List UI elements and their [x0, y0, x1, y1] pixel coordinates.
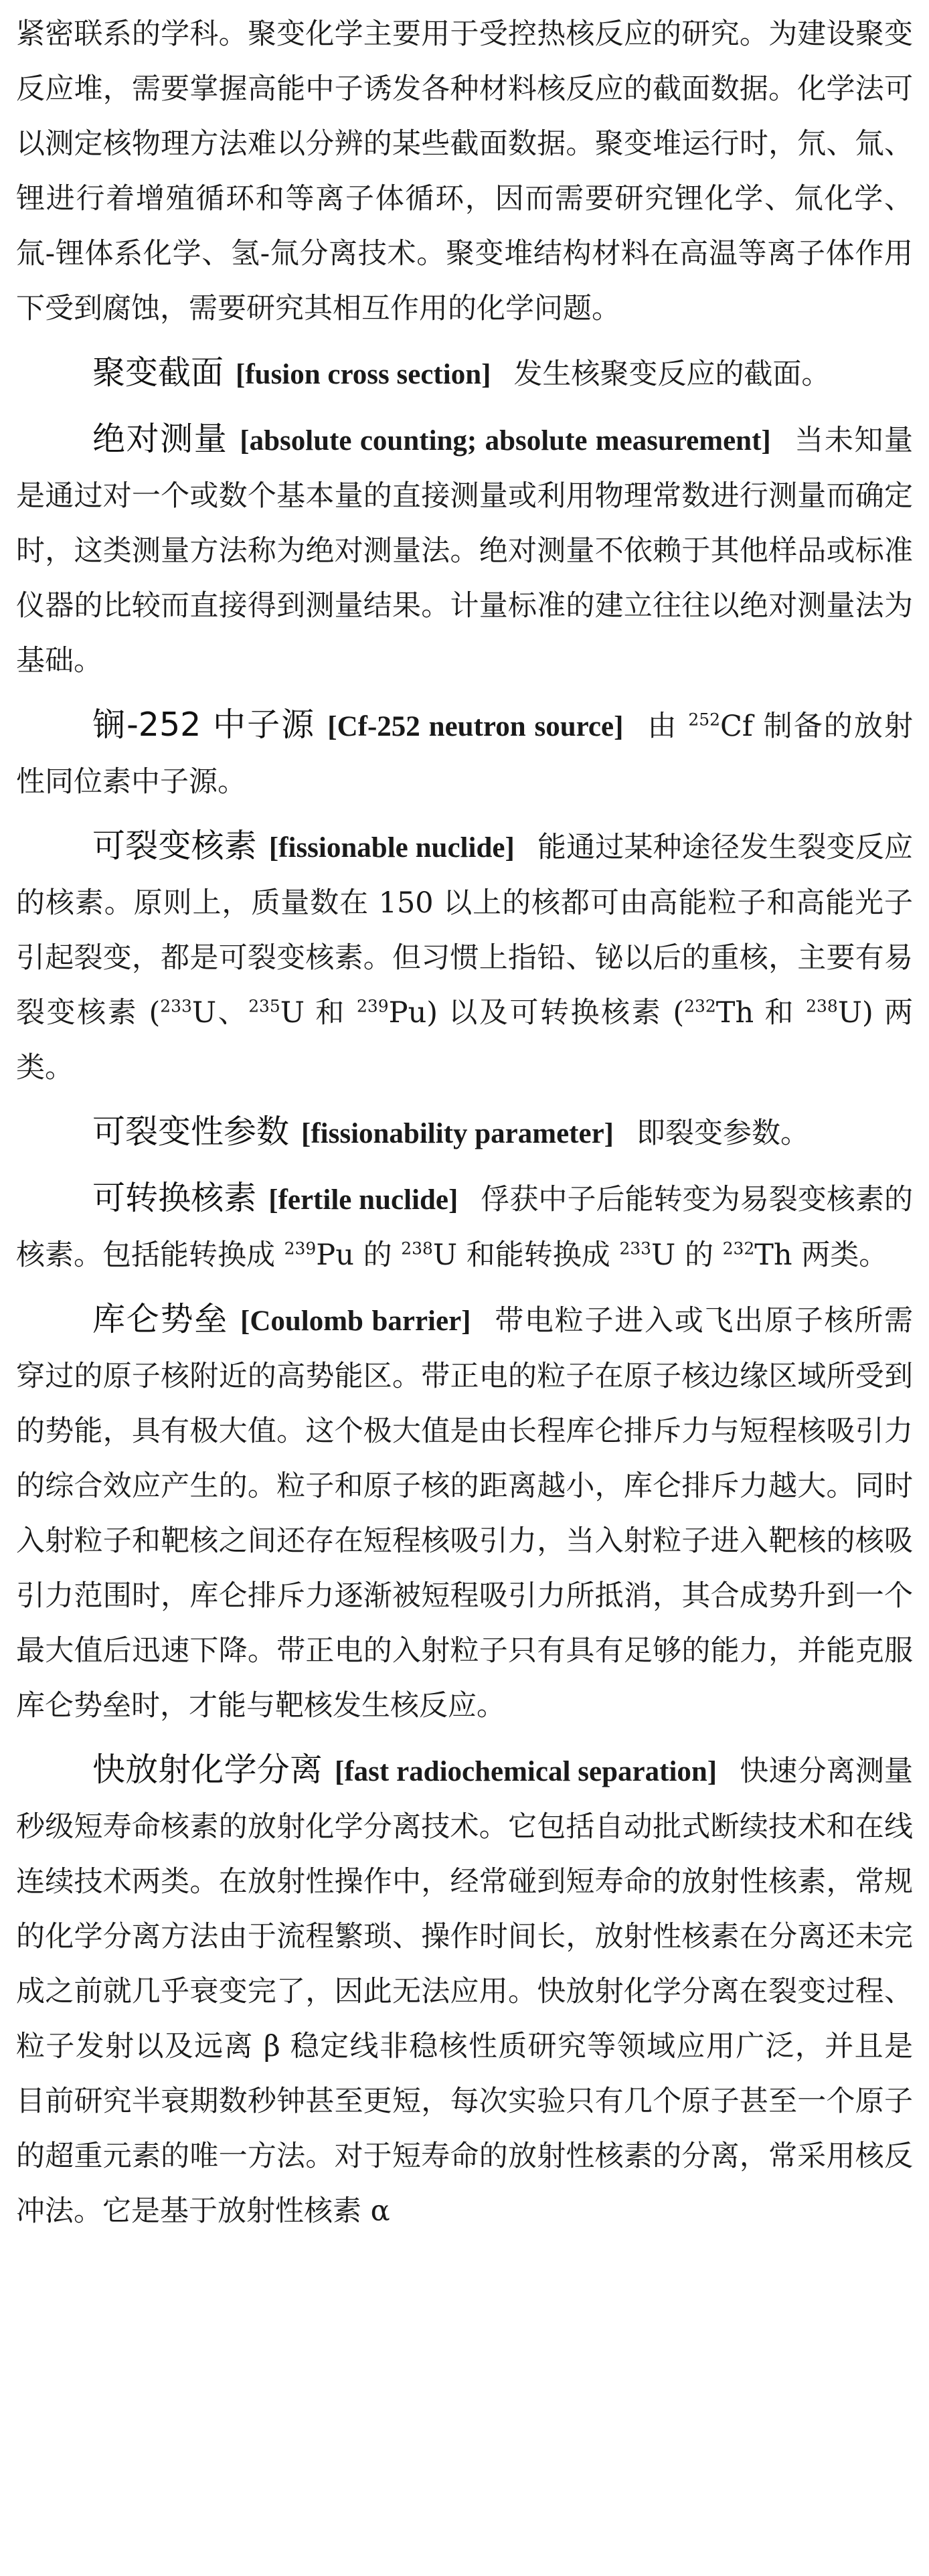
def-text: Pu 的: [316, 1238, 402, 1272]
entry-term: 可裂变性参数: [92, 1113, 290, 1151]
entry-term: 快放射化学分离: [92, 1751, 323, 1789]
entry-term: 可转换核素: [92, 1179, 257, 1217]
entry-english: [fusion cross section]: [236, 359, 491, 390]
mass-number: 233: [160, 996, 192, 1016]
entry-definition: 即裂变参数。: [636, 1117, 809, 1150]
def-text: 由: [646, 710, 689, 743]
mass-number: 238: [401, 1238, 433, 1259]
entry-head: [16, 1300, 494, 1338]
entry-term: 锎-252 中子源: [92, 706, 316, 744]
entry-head: [16, 1113, 637, 1151]
mass-number: 232: [684, 996, 716, 1016]
mass-number: 252: [688, 710, 721, 730]
entry-fusion-cross-section: [16, 345, 913, 402]
entry-fast-radiochemical-separation: [16, 1743, 913, 2239]
entry-term: 库仑势垒: [92, 1300, 228, 1338]
entry-head: [16, 420, 794, 458]
intro-paragraph: 紧密联系的学科。聚变化学主要用于受控热核反应的研究。为建设聚变反应堆，需要掌握高能中子诱发各种材料核反应的截面数据。化学法可以测定核物理方法难以分辨的某些截面数据。聚变堆运行时，氘、氚、锂进行着增殖循环和等离子体循环，因而需要研究锂化学、氚化学、氚-锂体系化学、氢-氚分离技术。聚变堆结构材料在高温等离子体作用下受到腐蚀，需要研究其相互作用的化学问题。: [16, 17, 913, 325]
entry-term: 绝对测量: [92, 420, 228, 458]
def-text: 能通过某种途径发生裂变反应的核素。原则上，质量数在 150 以上的核都可由高能粒子和高能光子引起裂变，都是可裂变核素。但习惯上指铅、铋以后的重核，主要有易裂变核素 (: [16, 831, 913, 1030]
mass-number: 239: [284, 1238, 317, 1259]
entry-english: [fertile nuclide]: [268, 1184, 458, 1216]
mass-number: 239: [357, 996, 389, 1016]
def-text: 俘获中子后能转变为易裂变核素的核素。包括能转换成: [16, 1183, 913, 1272]
entry-head: [16, 1751, 740, 1789]
def-text: Cf 制备的放射性同位素中子源。: [16, 710, 914, 799]
def-text: Th 两类。: [754, 1238, 888, 1272]
def-text: U 和能转换成: [432, 1238, 620, 1272]
entry-english: [absolute counting; absolute measurement]: [240, 425, 771, 457]
entry-english: [fissionable nuclide]: [268, 832, 515, 864]
entry-english: [Cf-252 neutron source]: [327, 711, 624, 742]
entry-fertile-nuclide: [16, 1171, 913, 1283]
def-text: U) 两类。: [16, 996, 914, 1084]
entry-absolute-measurement: [16, 412, 913, 688]
def-text: Th 和: [715, 996, 807, 1030]
entry-definition: [16, 831, 913, 1084]
def-text: U 的: [651, 1238, 723, 1272]
mass-number: 238: [806, 996, 838, 1016]
entry-fissionable-nuclide: [16, 819, 913, 1095]
dictionary-page: [16, 7, 913, 2248]
entry-coulomb-barrier: [16, 1292, 913, 1733]
def-text: U 和: [280, 996, 357, 1030]
entry-term: 可裂变核素: [92, 827, 257, 865]
mass-number: 235: [248, 996, 280, 1016]
def-text: Pu) 以及可转换核素 (: [388, 996, 685, 1030]
entry-head: [16, 353, 513, 392]
entry-english: [Coulomb barrier]: [240, 1305, 471, 1337]
entry-english: [fissionability parameter]: [301, 1118, 614, 1149]
entry-definition: 带电粒子进入或飞出原子核所需穿过的原子核附近的高势能区。带正电的粒子在原子核边缘区域所受到的势能，具有极大值。这个极大值是由长程库仑排斥力与短程核吸引力的综合效应产生的。粒子和原子核的距离越小，库仑排斥力越大。同时入射粒子和靶核之间还存在短程核吸引力，当入射粒子进入靶核的核吸引力范围时，库仑排斥力逐渐被短程吸引力所抵消，其合成势升到一个最大值后迅速下降。带正电的入射粒子只有具有足够的能力，并能克服库仑势垒时，才能与靶核发生核反应。: [16, 1304, 913, 1722]
entry-head: [16, 827, 537, 865]
def-text: U、: [191, 996, 249, 1030]
entry-cf252-neutron-source: [16, 698, 913, 809]
entry-term: 聚变截面: [92, 353, 224, 392]
mass-number: 233: [619, 1238, 652, 1259]
mass-number: 232: [722, 1238, 755, 1259]
entry-head: [16, 706, 646, 744]
entry-definition: 当未知量是通过对一个或数个基本量的直接测量或利用物理常数进行测量而确定时，这类测量方法称为绝对测量法。绝对测量不依赖于其他样品或标准仪器的比较而直接得到测量结果。计量标准的建立往往以绝对测量法为基础。: [16, 424, 913, 677]
entry-english: [fast radiochemical separation]: [335, 1756, 717, 1787]
entry-definition: 快速分离测量秒级短寿命核素的放射化学分离技术。它包括自动批式断续技术和在线连续技术两类。在放射性操作中，经常碰到短寿命的放射性核素，常规的化学分离方法由于流程繁琐、操作时间长，放射性核素在分离还未完成之前就几乎衰变完了，因此无法应用。快放射化学分离在裂变过程、粒子发射以及远离 β 稳定线非稳核性质研究等领域应用广泛，并且是目前研究半衰期数秒钟甚至更短，每次实验只有几个原子甚至一个原子的超重元素的唯一方法。对于短寿命的放射性核素的分离，常采用核反冲法。它是基于放射性核素 α: [16, 1755, 913, 2228]
entry-definition: 发生核聚变反应的截面。: [513, 357, 831, 391]
entry-fissionability-parameter: [16, 1105, 913, 1161]
entry-head: [16, 1179, 481, 1217]
